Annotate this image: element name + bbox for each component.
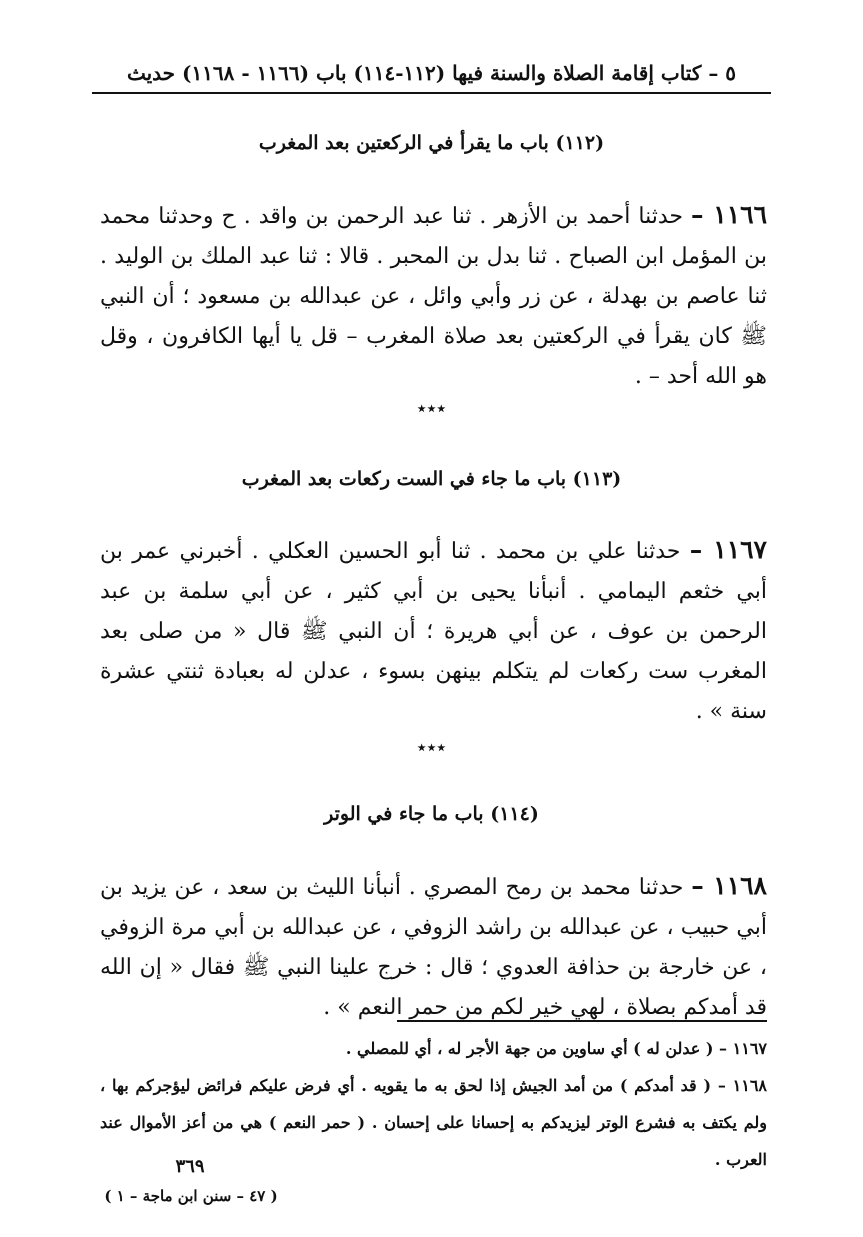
- hadith-text: حدثنا أحمد بن الأزهر . ثنا عبد الرحمن بن واقد . ح وحدثنا محمد بن المؤمل ابن الصباح . ثنا بدل بن المحبر . قالا : ثنا عبد الملك بن الوليد . ثنا عاصم بن بهدلة ، عن زر وأبي وائل ، عن عبدالله بن مسعود ؛ أن النبي ﷺ كان يقرأ في الركعتين بعد صلاة المغرب – قل يا أيها الكافرون ، وقل هو الله أحد – .: [100, 204, 767, 389]
- hadith-number: ١١٦٦ –: [691, 200, 767, 229]
- hadith-text: حدثنا علي بن محمد . ثنا أبو الحسين العكلي . أخبرني عمر بن أبي خثعم اليمامي . أنبأنا يحيى بن أبي كثير ، عن أبي سلمة بن عبد الرحمن بن عوف ، عن أبي هريرة ؛ أن النبي ﷺ قال « من صلى بعد المغرب ست ركعات لم يتكلم بينهن بسوء ، عدلن له بعبادة ثنتي عشرة سنة » .: [100, 539, 767, 724]
- hadith-1166: [100, 195, 767, 397]
- hadith-number: ١١٦٧ –: [689, 535, 767, 564]
- header-rule: [92, 92, 771, 94]
- section-separator: ٭٭٭: [416, 398, 447, 419]
- section-separator: ٭٭٭: [416, 737, 447, 758]
- page-number: ٣٦٩: [175, 1156, 205, 1177]
- hadith-1168: [100, 866, 767, 1028]
- running-header: ٥ – كتاب إقامة الصلاة والسنة فيها (١١٢-١١٤) باب (١١٦٦ - ١١٦٨) حديث: [126, 61, 737, 85]
- volume-mark: ( ٤٧ – سنن ابن ماجة – ١ ): [104, 1187, 278, 1205]
- footnote-rule: [397, 1020, 767, 1022]
- hadith-1167: [100, 530, 767, 732]
- hadith-number: ١١٦٨ –: [691, 871, 767, 900]
- footnote-1167: ١١٦٧ – ( عدلن له ) أي ساوين من جهة الأجر له ، أي للمصلي .: [345, 1039, 767, 1058]
- chapter-title-114: (١١٤) باب ما جاء في الوتر: [324, 803, 539, 825]
- footnote-1168: ١١٦٨ – ( قد أمدكم ) من أمد الجيش إذا لحق به ما يقويه . أي فرض عليكم فرائض ليؤجركم بها ، ولم يكتف به فشرع الوتر ليزيدكم به إحسانا على إحسان . ( حمر النعم ) هي من أعز الأموال عند العرب .: [100, 1076, 767, 1169]
- hadith-text: حدثنا محمد بن رمح المصري . أنبأنا الليث بن سعد ، عن يزيد بن أبي حبيب ، عن عبدالله بن راشد الزوفي ، عن عبدالله بن أبي مرة الزوفي ، عن خارجة بن حذافة العدوي ؛ قال : خرج علينا النبي ﷺ فقال « إن الله قد أمدكم بصلاة ، لهي خير لكم من حمر النعم » .: [100, 875, 767, 1020]
- chapter-title-112: (١١٢) باب ما يقرأ في الركعتين بعد المغرب: [258, 132, 605, 154]
- chapter-title-113: (١١٣) باب ما جاء في الست ركعات بعد المغرب: [241, 468, 622, 490]
